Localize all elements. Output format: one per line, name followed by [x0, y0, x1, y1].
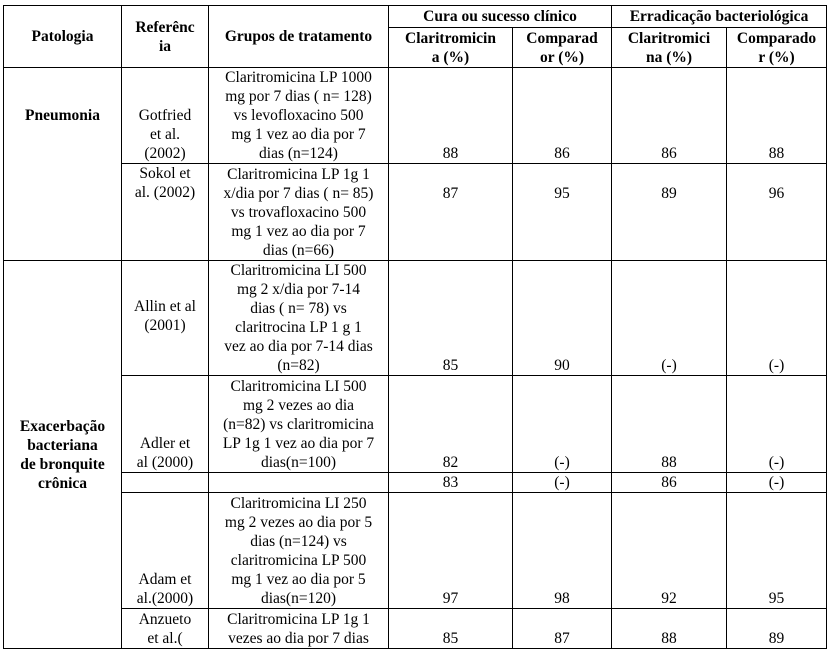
cure-comparador-value: 95 [513, 164, 612, 261]
cure-claritromicina-value: 85 [389, 261, 513, 376]
table-row [4, 164, 827, 261]
treatment-group-cell: Claritromicina LI 500 mg 2 vezes ao dia (n=82) vs claritromicina LP 1g 1 vez ao dia por 7 dias(n=100) [209, 376, 389, 473]
treatment-group-cell: Claritromicina LP 1g 1 vezes ao dia por 7 dias [209, 609, 389, 649]
treatment-group-cell: Claritromicina LP 1g 1 x/dia por 7 dias ( n= 85) vs trovafloxacino 500 mg 1 vez ao dia por 7 dias (n=66) [209, 164, 389, 261]
treatment-group-cell: Claritromicina LI 250 mg 2 vezes ao dia por 5 dias (n=124) vs claritromicina LP 500 mg 1 vez ao dia por 5 dias(n=120) [209, 493, 389, 609]
eradication-comparador-value: (-) [727, 473, 827, 493]
header-cura-comparador: Comparad or (%) [513, 28, 612, 68]
eradication-comparador-value: 88 [727, 68, 827, 164]
eradication-comparador-value: 95 [727, 493, 827, 609]
cure-claritromicina-value: 85 [389, 609, 513, 649]
header-grupos: Grupos de tratamento [209, 6, 389, 68]
eradication-claritromicina-value: 86 [612, 473, 727, 493]
pathology-bronquite: Exacerbação bacteriana de bronquite crônica [4, 261, 122, 649]
header-cura-claritromicina: Claritromicin a (%) [389, 28, 513, 68]
treatment-group-cell [209, 473, 389, 493]
table-row [4, 473, 827, 493]
header-erradicacao: Erradicação bacteriológica [612, 6, 827, 28]
header-erradicacao-comparador: Comparado r (%) [727, 28, 827, 68]
reference-cell: Sokol et al. (2002) [122, 164, 209, 261]
clinical-results-table [3, 5, 827, 649]
reference-cell: Allin et al (2001) [122, 261, 209, 376]
cure-comparador-value: (-) [513, 376, 612, 473]
reference-cell: Adam et al.(2000) [122, 493, 209, 609]
cure-comparador-value: 86 [513, 68, 612, 164]
cure-claritromicina-value: 83 [389, 473, 513, 493]
eradication-comparador-value: (-) [727, 376, 827, 473]
table-row [4, 261, 827, 376]
table-row [4, 68, 827, 164]
cure-comparador-value: 87 [513, 609, 612, 649]
cure-comparador-value: 90 [513, 261, 612, 376]
cure-claritromicina-value: 82 [389, 376, 513, 473]
eradication-claritromicina-value: 88 [612, 609, 727, 649]
cure-claritromicina-value: 97 [389, 493, 513, 609]
eradication-comparador-value: 89 [727, 609, 827, 649]
header-cura: Cura ou sucesso clínico [389, 6, 612, 28]
header-patologia: Patologia [4, 6, 122, 68]
header-referencia: Referênc ia [122, 6, 209, 68]
table-row [4, 376, 827, 473]
treatment-group-cell: Claritromicina LI 500 mg 2 x/dia por 7-14 dias ( n= 78) vs claritrocina LP 1 g 1 vez ao dia por 7-14 dias (n=82) [209, 261, 389, 376]
reference-cell: Gotfried et al. (2002) [122, 68, 209, 164]
eradication-claritromicina-value: (-) [612, 261, 727, 376]
cure-comparador-value: 98 [513, 493, 612, 609]
cure-comparador-value: (-) [513, 473, 612, 493]
header-erradicacao-claritromicina: Claritromici na (%) [612, 28, 727, 68]
reference-cell: Adler et al (2000) [122, 376, 209, 473]
cure-claritromicina-value: 88 [389, 68, 513, 164]
cure-claritromicina-value: 87 [389, 164, 513, 261]
eradication-claritromicina-value: 88 [612, 376, 727, 473]
eradication-comparador-value: (-) [727, 261, 827, 376]
eradication-claritromicina-value: 86 [612, 68, 727, 164]
table-row [4, 609, 827, 649]
treatment-group-cell: Claritromicina LP 1000 mg por 7 dias ( n= 128) vs levofloxacino 500 mg 1 vez ao dia por 7 dias (n=124) [209, 68, 389, 164]
eradication-claritromicina-value: 92 [612, 493, 727, 609]
pathology-pneumonia: Pneumonia [4, 68, 122, 261]
eradication-claritromicina-value: 89 [612, 164, 727, 261]
eradication-comparador-value: 96 [727, 164, 827, 261]
reference-cell [122, 473, 209, 493]
reference-cell: Anzueto et al.( [122, 609, 209, 649]
table-row [4, 493, 827, 609]
